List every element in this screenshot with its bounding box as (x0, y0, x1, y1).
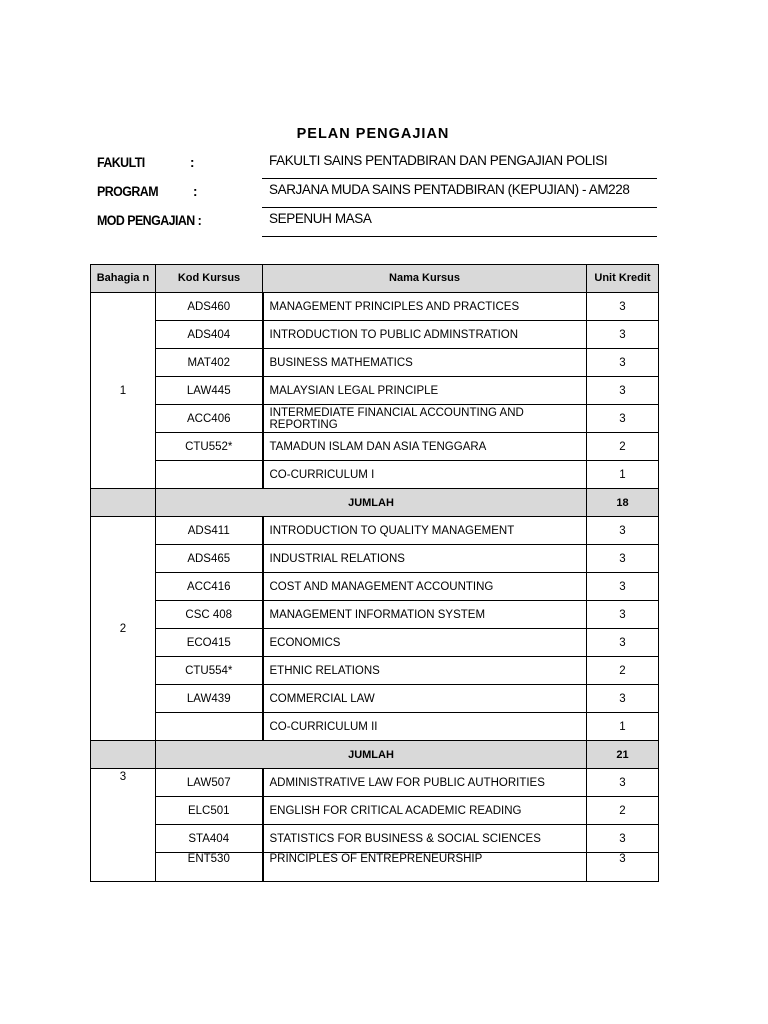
nama-kursus-cell: ETHNIC RELATIONS (263, 657, 587, 685)
bahagian-cell: 3 (91, 769, 156, 882)
course-row (91, 573, 659, 601)
unit-kredit-cell: 3 (587, 853, 659, 882)
course-row (91, 825, 659, 853)
kod-kursus-cell: CTU554* (156, 657, 263, 685)
course-row (91, 685, 659, 713)
table-header-row (91, 265, 659, 293)
kod-kursus-cell: LAW439 (156, 685, 263, 713)
kod-kursus-cell: ACC416 (156, 573, 263, 601)
unit-kredit-cell: 3 (587, 293, 659, 321)
unit-kredit-cell: 3 (587, 629, 659, 657)
course-row (91, 321, 659, 349)
jumlah-label: JUMLAH (156, 489, 587, 517)
mod-pengajian-value: SEPENUH MASA (262, 209, 657, 237)
total-empty-cell (91, 489, 156, 517)
course-row (91, 601, 659, 629)
program-value: SARJANA MUDA SAINS PENTADBIRAN (KEPUJIAN) - AM228 (262, 180, 657, 208)
unit-kredit-cell: 3 (587, 685, 659, 713)
kod-kursus-cell (156, 713, 263, 741)
kod-kursus-cell: MAT402 (156, 349, 263, 377)
course-row (91, 545, 659, 573)
jumlah-value: 21 (587, 741, 659, 769)
fakulti-value: FAKULTI SAINS PENTADBIRAN DAN PENGAJIAN POLISI (262, 151, 657, 179)
unit-kredit-cell: 3 (587, 769, 659, 797)
kod-kursus-cell: ELC501 (156, 797, 263, 825)
unit-kredit-cell: 3 (587, 573, 659, 601)
course-row (91, 657, 659, 685)
course-row (91, 293, 659, 321)
unit-kredit-cell: 2 (587, 657, 659, 685)
nama-kursus-cell: INTERMEDIATE FINANCIAL ACCOUNTING AND REPORTING (263, 405, 587, 433)
unit-kredit-cell: 3 (587, 825, 659, 853)
kod-kursus-cell: ECO415 (156, 629, 263, 657)
course-row (91, 517, 659, 545)
kod-kursus-cell: LAW507 (156, 769, 263, 797)
course-row (91, 629, 659, 657)
kod-kursus-cell: CSC 408 (156, 601, 263, 629)
nama-kursus-cell: COMMERCIAL LAW (263, 685, 587, 713)
nama-kursus-cell: CO-CURRICULUM II (263, 713, 587, 741)
study-plan-body (91, 293, 659, 882)
program-colon: : (193, 184, 198, 199)
unit-kredit-cell: 3 (587, 349, 659, 377)
nama-kursus-cell: PRINCIPLES OF ENTREPRENEURSHIP (263, 853, 587, 882)
course-row (91, 349, 659, 377)
nama-kursus-cell: BUSINESS MATHEMATICS (263, 349, 587, 377)
nama-kursus-cell: STATISTICS FOR BUSINESS & SOCIAL SCIENCES (263, 825, 587, 853)
total-empty-cell (91, 741, 156, 769)
nama-kursus-cell: COST AND MANAGEMENT ACCOUNTING (263, 573, 587, 601)
unit-kredit-cell: 2 (587, 433, 659, 461)
kod-kursus-cell: STA404 (156, 825, 263, 853)
nama-kursus-cell: ECONOMICS (263, 629, 587, 657)
nama-kursus-cell: ENGLISH FOR CRITICAL ACADEMIC READING (263, 797, 587, 825)
header-unit-kredit: Unit Kredit (587, 265, 659, 293)
nama-kursus-cell: INTRODUCTION TO PUBLIC ADMINSTRATION (263, 321, 587, 349)
unit-kredit-cell: 1 (587, 713, 659, 741)
page-title: PELAN PENGAJIAN (296, 126, 450, 142)
nama-kursus-cell: CO-CURRICULUM I (263, 461, 587, 489)
kod-kursus-cell: LAW445 (156, 377, 263, 405)
unit-kredit-cell: 3 (587, 545, 659, 573)
course-row (91, 797, 659, 825)
course-row (91, 713, 659, 741)
kod-kursus-cell: ADS404 (156, 321, 263, 349)
kod-kursus-cell (156, 461, 263, 489)
course-row (91, 433, 659, 461)
nama-kursus-cell: INDUSTRIAL RELATIONS (263, 545, 587, 573)
kod-kursus-cell: CTU552* (156, 433, 263, 461)
bahagian-cell: 2 (91, 517, 156, 741)
nama-kursus-cell: MANAGEMENT INFORMATION SYSTEM (263, 601, 587, 629)
unit-kredit-cell: 3 (587, 517, 659, 545)
course-row (91, 461, 659, 489)
mod-pengajian-label: MOD PENGAJIAN : (97, 213, 202, 228)
kod-kursus-cell: ACC406 (156, 405, 263, 433)
unit-kredit-cell: 1 (587, 461, 659, 489)
unit-kredit-cell: 3 (587, 405, 659, 433)
header-kod-kursus: Kod Kursus (156, 265, 263, 293)
unit-kredit-cell: 3 (587, 321, 659, 349)
bahagian-cell: 1 (91, 293, 156, 489)
unit-kredit-cell: 3 (587, 601, 659, 629)
nama-kursus-cell: MALAYSIAN LEGAL PRINCIPLE (263, 377, 587, 405)
fakulti-colon: : (190, 155, 195, 170)
jumlah-value: 18 (587, 489, 659, 517)
nama-kursus-cell: ADMINISTRATIVE LAW FOR PUBLIC AUTHORITIES (263, 769, 587, 797)
header-nama-kursus: Nama Kursus (263, 265, 587, 293)
header-bahagian: Bahagia n (91, 265, 156, 293)
kod-kursus-cell: ADS460 (156, 293, 263, 321)
nama-kursus-cell: TAMADUN ISLAM DAN ASIA TENGGARA (263, 433, 587, 461)
nama-kursus-cell: INTRODUCTION TO QUALITY MANAGEMENT (263, 517, 587, 545)
jumlah-label: JUMLAH (156, 741, 587, 769)
study-plan-table (90, 264, 659, 882)
kod-kursus-cell: ADS465 (156, 545, 263, 573)
course-row (91, 377, 659, 405)
total-row (91, 741, 659, 769)
course-row (91, 853, 659, 882)
program-label: PROGRAM (97, 184, 159, 199)
nama-kursus-cell: MANAGEMENT PRINCIPLES AND PRACTICES (263, 293, 587, 321)
fakulti-label: FAKULTI (97, 155, 145, 170)
total-row (91, 489, 659, 517)
unit-kredit-cell: 3 (587, 377, 659, 405)
kod-kursus-cell: ADS411 (156, 517, 263, 545)
course-row (91, 769, 659, 797)
course-row (91, 405, 659, 433)
kod-kursus-cell: ENT530 (156, 853, 263, 882)
unit-kredit-cell: 2 (587, 797, 659, 825)
